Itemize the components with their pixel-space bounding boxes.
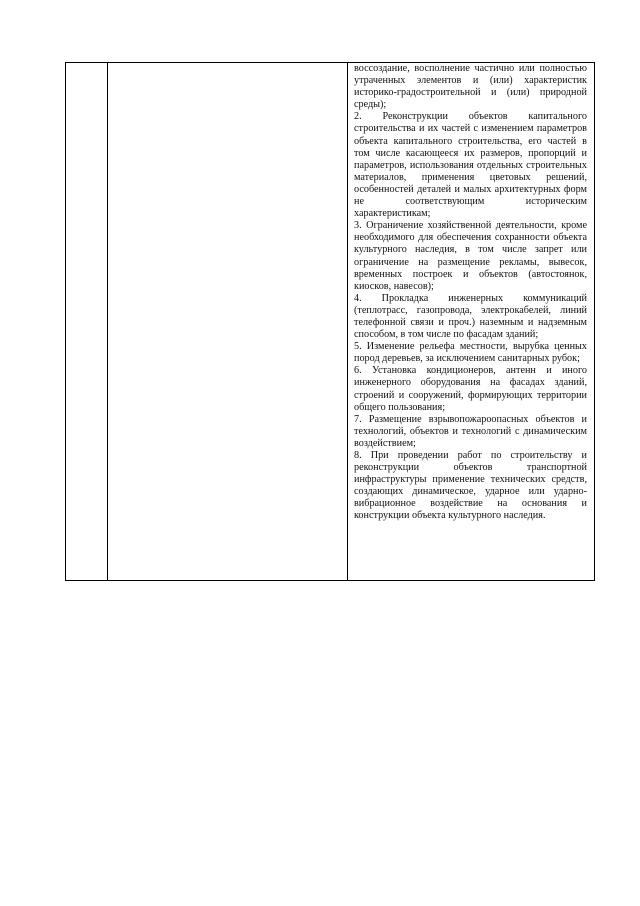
restriction-paragraph: 3. Ограничение хозяйственной деятельности, кроме необходимого для обеспечения сохранности объекта культурного наследия, в том числе запрет или ограничение на размещение рекламы, вывесок, временных построек и объектов (автостоянок, киосков, навесов); [354,220,587,292]
table-cell-name [108,63,348,580]
restriction-paragraph: 8. При проведении работ по строительству и реконструкции объектов транспортной инфраструктуры применение технических средств, создающих динамическое, ударное или ударно-вибрационное воздействие на основания и конструкции объекта культурного наследия. [354,450,587,522]
restrictions-text [354,63,587,523]
restriction-paragraph: воссоздание, восполнение частично или полностью утраченных элементов и (или) характеристик историко-градостроительной и (или) природной среды); [354,63,587,111]
restriction-paragraph: 2. Реконструкции объектов капитального строительства и их частей с изменением параметров объекта капитального строительства, его частей в том числе касающееся их размеров, пропорций и параметров, использования отдельных строительных материалов, применения цветовых решений, особенностей деталей и малых архитектурных форм не соответствующим историческим характеристикам; [354,111,587,220]
restriction-paragraph: 5. Изменение рельефа местности, вырубка ценных пород деревьев, за исключением санитарных рубок; [354,341,587,365]
restriction-paragraph: 7. Размещение взрывопожароопасных объектов и технологий, объектов и технологий с динамическим воздействием; [354,413,587,449]
restriction-paragraph: 4. Прокладка инженерных коммуникаций (теплотрасс, газопровода, электрокабелей, линий телефонной связи и проч.) наземным и надземным способом, в том числе по фасадам зданий; [354,292,587,341]
table-cell-number [66,63,108,580]
document-table [65,62,595,581]
restriction-paragraph: 6. Установка кондиционеров, антенн и иного инженерного оборудования на фасадах зданий, строений и сооружений, формирующих территории общего пользования; [354,365,587,413]
table-cell-restrictions [348,63,594,580]
